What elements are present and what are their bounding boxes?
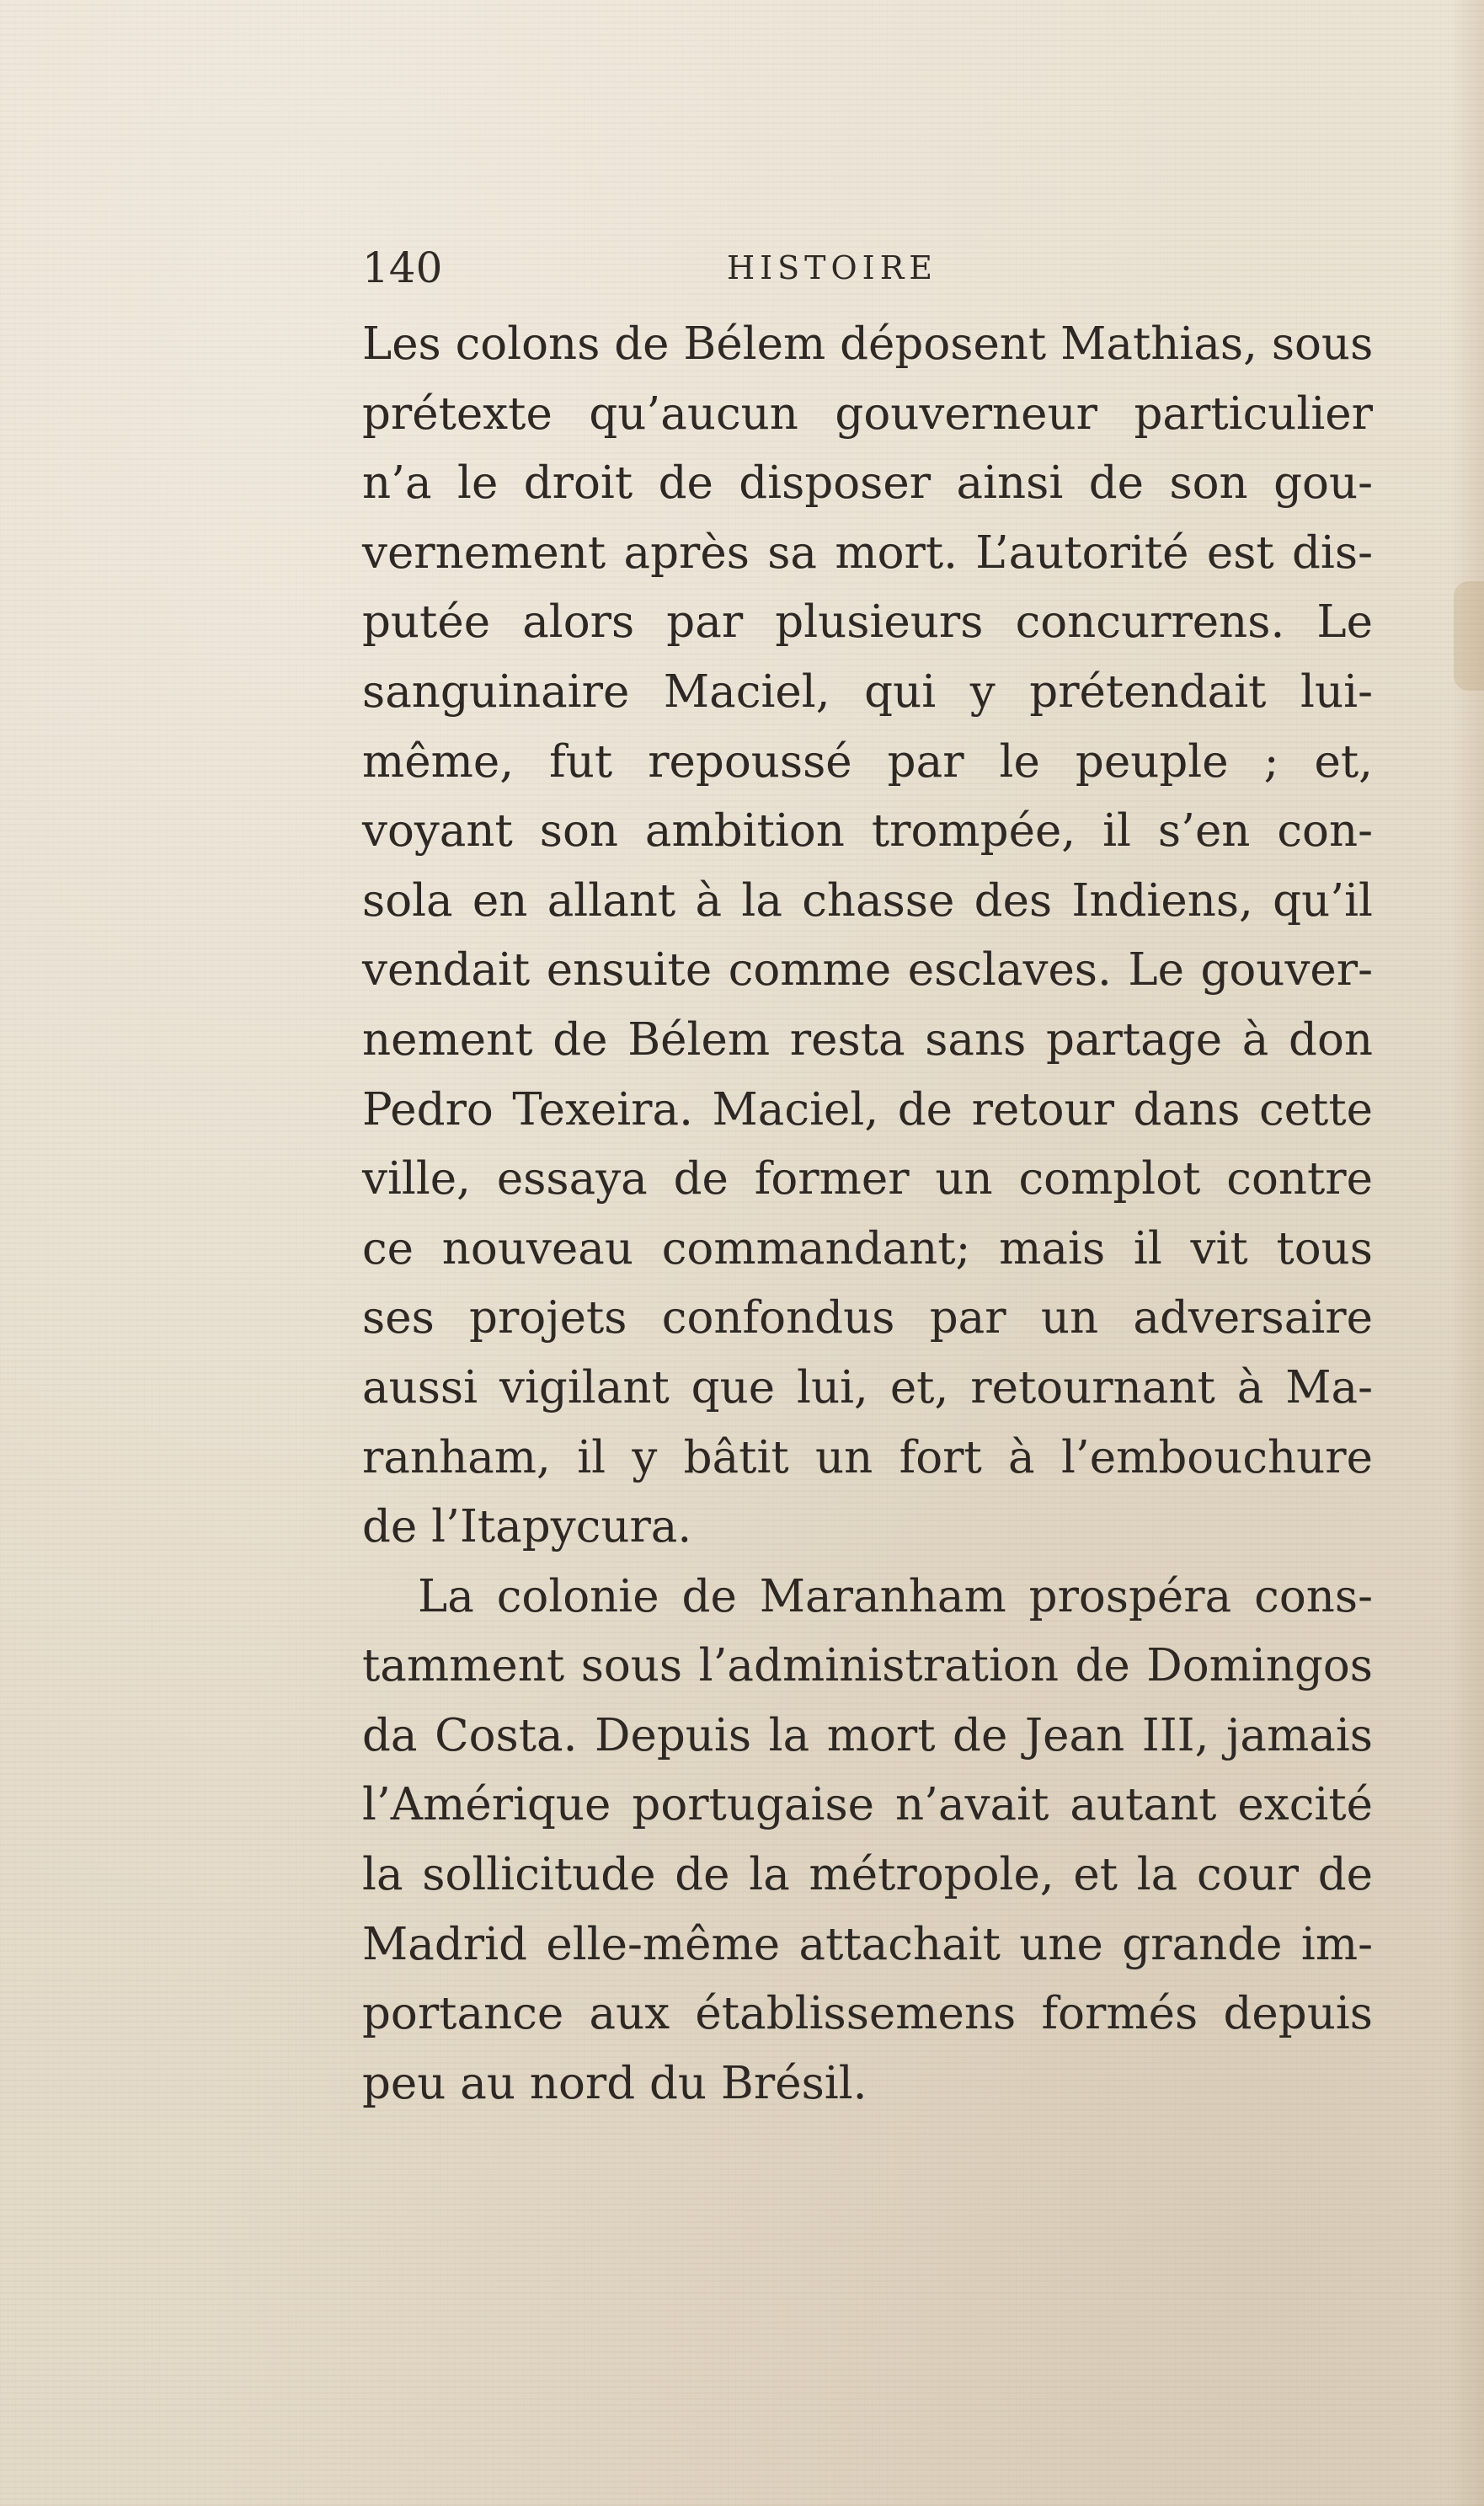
text-line: La colonie de Maranham prospéra cons-: [418, 1570, 1373, 1622]
text-line: voyant son ambition trompée, il s’en con-: [362, 805, 1373, 858]
body-text: [362, 310, 1373, 2119]
text-line: ses projets confondus par un adversaire: [362, 1292, 1373, 1344]
text-line: de l’Itapycura.: [362, 1501, 692, 1553]
text-line: Pedro Texeira. Maciel, de retour dans cette: [362, 1083, 1373, 1135]
text-line: tamment sous l’administration de Domingos: [362, 1640, 1373, 1692]
text-line: la sollicitude de la métropole, et la cour de: [362, 1849, 1373, 1901]
text-line: Madrid elle-même attachait une grande im-: [362, 1918, 1373, 1970]
text-line: aussi vigilant que lui, et, retournant à Ma-: [362, 1361, 1373, 1413]
text-line: da Costa. Depuis la mort de Jean III, jamais: [362, 1709, 1373, 1761]
text-line: Les colons de Bélem déposent Mathias, sous: [362, 318, 1374, 370]
paragraph-2: [362, 1563, 1373, 2119]
text-line: l’Amérique portugaise n’avait autant excité: [362, 1779, 1373, 1831]
text-line: vernement après sa mort. L’autorité est dis-: [362, 526, 1373, 579]
text-line: prétexte qu’aucun gouverneur particulier: [362, 387, 1373, 440]
text-line: même, fut repoussé par le peuple ; et,: [362, 735, 1373, 788]
page-number: 140: [362, 243, 443, 292]
text-line: nement de Bélem resta sans partage à don: [362, 1013, 1373, 1066]
text-line: vendait ensuite comme esclaves. Le gouver-: [362, 944, 1373, 997]
running-title: HISTOIRE: [727, 249, 938, 286]
text-line: n’a le droit de disposer ainsi de son gou-: [362, 457, 1373, 510]
paper-stain: [1454, 581, 1484, 691]
text-line: peu au nord du Brésil.: [362, 2057, 867, 2109]
paragraph-1: [362, 310, 1373, 1563]
text-line: sanguinaire Maciel, qui y prétendait lui-: [362, 665, 1373, 718]
text-line: sola en allant à la chasse des Indiens, qu’il: [362, 874, 1373, 927]
text-line: ce nouveau commandant; mais il vit tous: [362, 1222, 1373, 1274]
page-edge-shading: [1450, 0, 1484, 2506]
page-header: [362, 234, 1373, 302]
text-line: portance aux établissemens formés depuis: [362, 1988, 1373, 2040]
text-line: ranham, il y bâtit un fort à l’embouchure: [362, 1431, 1373, 1483]
text-line: ville, essaya de former un complot contre: [362, 1153, 1373, 1205]
text-line: putée alors par plusieurs concurrens. Le: [362, 596, 1373, 649]
